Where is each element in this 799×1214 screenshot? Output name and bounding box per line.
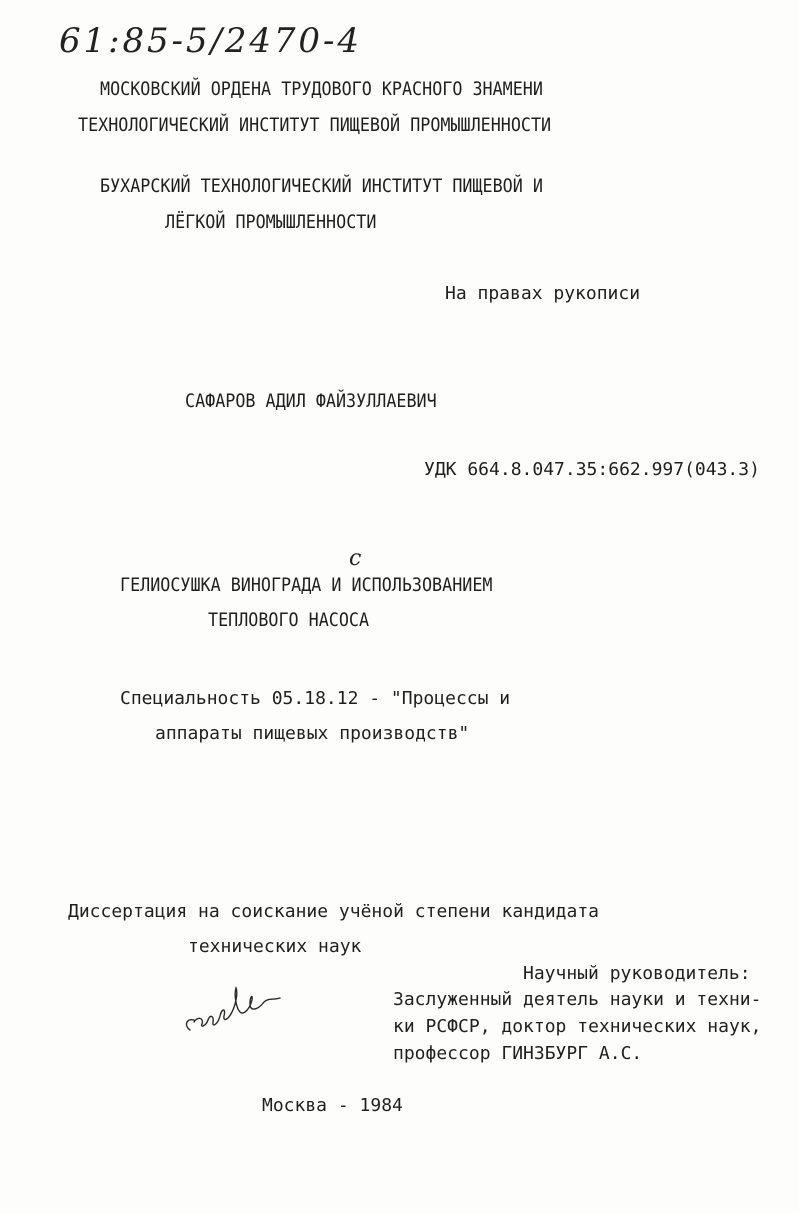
- institution-line-2: ТЕХНОЛОГИЧЕСКИЙ ИНСТИТУТ ПИЩЕВОЙ ПРОМЫШЛЕННОСТИ: [78, 114, 552, 136]
- manuscript-note: На правах рукописи: [445, 283, 641, 304]
- title-line-2: ТЕПЛОВОГО НАСОСА: [208, 609, 370, 631]
- supervisor-line-1: Заслуженный деятель науки и техни-: [393, 989, 762, 1010]
- specialty-line-1: Специальность 05.18.12 - "Процессы и: [120, 688, 511, 709]
- author-signature: [180, 982, 290, 1042]
- specialty-line-2: аппараты пищевых производств": [155, 723, 470, 744]
- institution-line-3: БУХАРСКИЙ ТЕХНОЛОГИЧЕСКИЙ ИНСТИТУТ ПИЩЕВОЙ И: [100, 175, 543, 197]
- dissertation-line-1: Диссертация на соискание учёной степени кандидата: [68, 901, 600, 922]
- supervisor-line-2: ки РСФСР, доктор технических наук,: [393, 1016, 762, 1037]
- supervisor-label: Научный руководитель:: [523, 963, 751, 984]
- place-and-year: Москва - 1984: [262, 1095, 403, 1116]
- archive-code-text: 61:85-5/2470-4: [59, 21, 359, 61]
- author-name: САФАРОВ АДИЛ ФАЙЗУЛЛАЕВИЧ: [185, 390, 437, 412]
- title-handwritten-correction: с: [349, 546, 362, 571]
- udc-code: УДК 664.8.047.35:662.997(043.3): [424, 459, 760, 480]
- supervisor-line-3: профессор ГИНЗБУРГ А.С.: [393, 1043, 643, 1064]
- archive-code-handwriting: [55, 12, 385, 67]
- title-line-1: ГЕЛИОСУШКА ВИНОГРАДА И ИСПОЛЬЗОВАНИЕМ: [120, 574, 493, 596]
- institution-line-4: ЛЁГКОЙ ПРОМЫШЛЕННОСТИ: [165, 211, 377, 233]
- dissertation-line-2: технических наук: [188, 936, 362, 957]
- institution-line-1: МОСКОВСКИЙ ОРДЕНА ТРУДОВОГО КРАСНОГО ЗНАМЕНИ: [100, 78, 543, 100]
